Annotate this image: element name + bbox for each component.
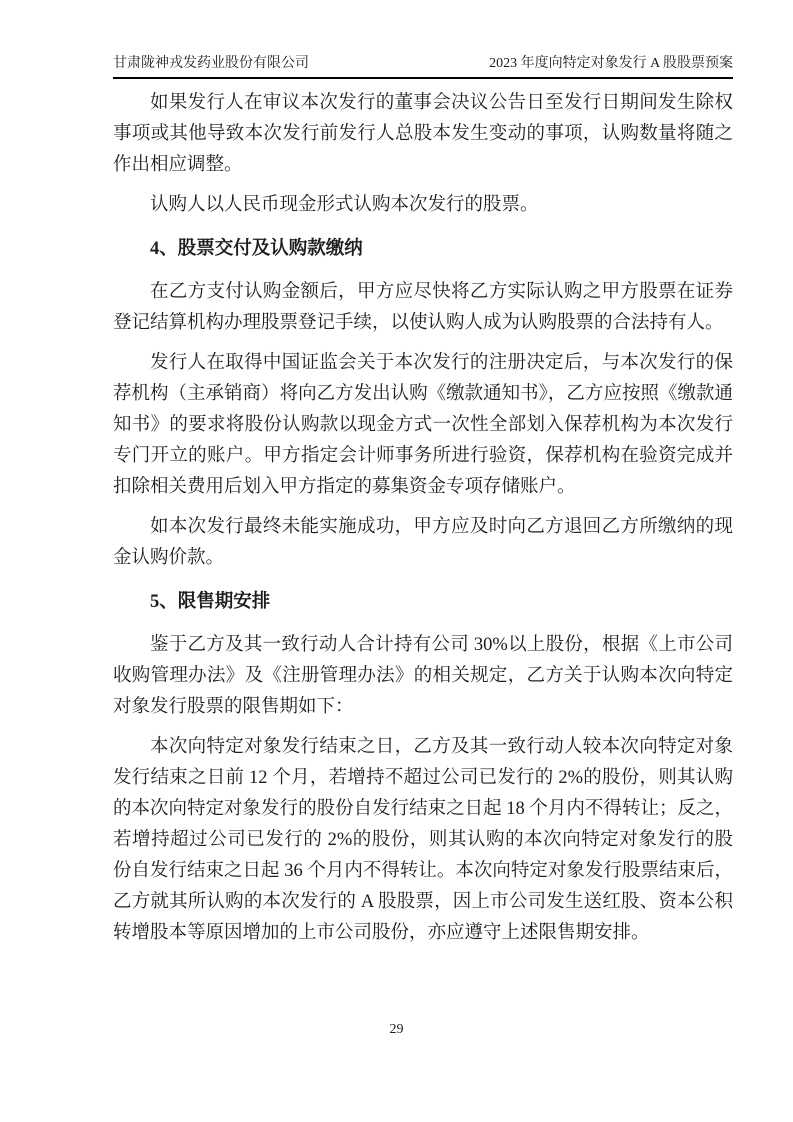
paragraph-adjustment-clause: 如果发行人在审议本次发行的董事会决议公告日至发行日期间发生除权事项或其他导致本次发行前发行人总股本发生变动的事项，认购数量将随之作出相应调整。 (113, 93, 733, 175)
section-heading-4-share-delivery: 4、股票交付及认购款缴纳 (150, 239, 363, 259)
paragraph-cash-subscription: 认购人以人民币现金形式认购本次发行的股票。 (150, 195, 539, 215)
header-company-name: 甘肃陇神戎发药业股份有限公司 (113, 56, 309, 71)
page-footer (0, 1022, 793, 1038)
paragraph-registration-procedure: 在乙方支付认购金额后，甲方应尽快将乙方实际认购之甲方股票在证券登记结算机构办理股票登记手续，以使认购人成为认购股票的合法持有人。 (113, 282, 733, 333)
paragraph-payment-notice: 发行人在取得中国证监会关于本次发行的注册决定后，与本次发行的保荐机构（主承销商）将向乙方发出认购《缴款通知书》，乙方应按照《缴款通知书》的要求将股份认购款以现金方式一次性全部划入保荐机构为本次发行专门开立的账户。甲方指定会计师事务所进行验资，保荐机构在验资完成并扣除相关费用后划入甲方指定的募集资金专项存储账户。 (113, 353, 733, 497)
header-document-title: 2023 年度向特定对象发行 A 股股票预案 (489, 56, 733, 71)
paragraph-lockup-terms: 本次向特定对象发行结束之日，乙方及其一致行动人较本次向特定对象发行结束之日前 12 个月，若增持不超过公司已发行的 2%的股份，则其认购的本次向特定对象发行的股份自发行结束之日起 18 个月内不得转让；反之，若增持超过公司已发行的 2%的股份，则其认购的本次向特定对象发行的股份自发行结束之日起 36 个月内不得转让。本次向特定对象发行股票结束后，乙方就其所认购的本次发行的 A 股股票，因上市公司发生送红股、资本公积转增股本等原因增加的上市公司股份，亦应遵守上述限售期安排。 (113, 737, 733, 943)
paragraph-lockup-basis: 鉴于乙方及其一致行动人合计持有公司 30%以上股份，根据《上市公司收购管理办法》及《注册管理办法》的相关规定，乙方关于认购本次向特定对象发行股票的限售期如下： (113, 635, 733, 717)
paragraph-refund-clause: 如本次发行最终未能实施成功，甲方应及时向乙方退回乙方所缴纳的现金认购价款。 (113, 517, 733, 568)
page-number: 29 (389, 1022, 404, 1037)
document-body (113, 88, 733, 949)
document-page (113, 0, 733, 1122)
section-heading-5-lockup-period: 5、限售期安排 (150, 592, 271, 612)
page-header (113, 0, 733, 79)
